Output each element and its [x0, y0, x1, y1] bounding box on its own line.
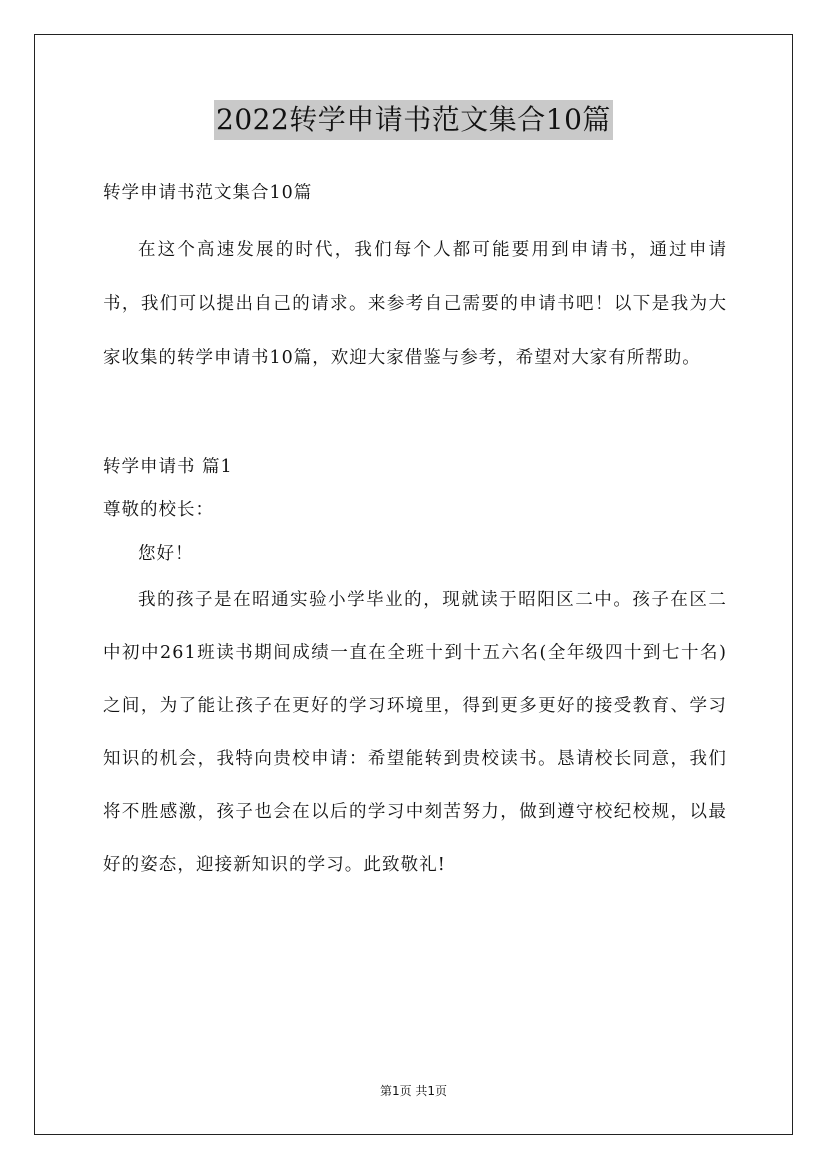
page-footer: 第1页 共1页: [379, 1084, 448, 1098]
document-title: 2022转学申请书范文集合10篇: [214, 100, 613, 140]
document-body: [103, 170, 727, 892]
salutation: 尊敬的校长：: [103, 500, 214, 520]
greeting: 您好！: [138, 544, 194, 564]
section-heading: 转学申请书 篇1: [103, 457, 233, 477]
intro-paragraph: 在这个高速发展的时代，我们每个人都可能要用到申请书，通过申请书，我们可以提出自己的请求。来参考自己需要的申请书吧！以下是我为大家收集的转学申请书10篇，欢迎大家借鉴与参考，希望对大家有所帮助。: [103, 240, 727, 368]
section-spacer: [103, 385, 727, 447]
document-subtitle: 转学申请书范文集合10篇: [103, 183, 313, 203]
body-paragraph: 我的孩子是在昭通实验小学毕业的，现就读于昭阳区二中。孩子在区二中初中261班读书期间成绩一直在全班十到十五六名(全年级四十到七十名)之间，为了能让孩子在更好的学习环境里，得到更多更好的接受教育、学习知识的机会，我特向贵校申请：希望能转到贵校读书。恳请校长同意，我们将不胜感激，孩子也会在以后的学习中刻苦努力，做到遵守校纪校规，以最好的姿态，迎接新知识的学习。此致敬礼!: [103, 590, 727, 875]
title-container: [0, 100, 827, 140]
